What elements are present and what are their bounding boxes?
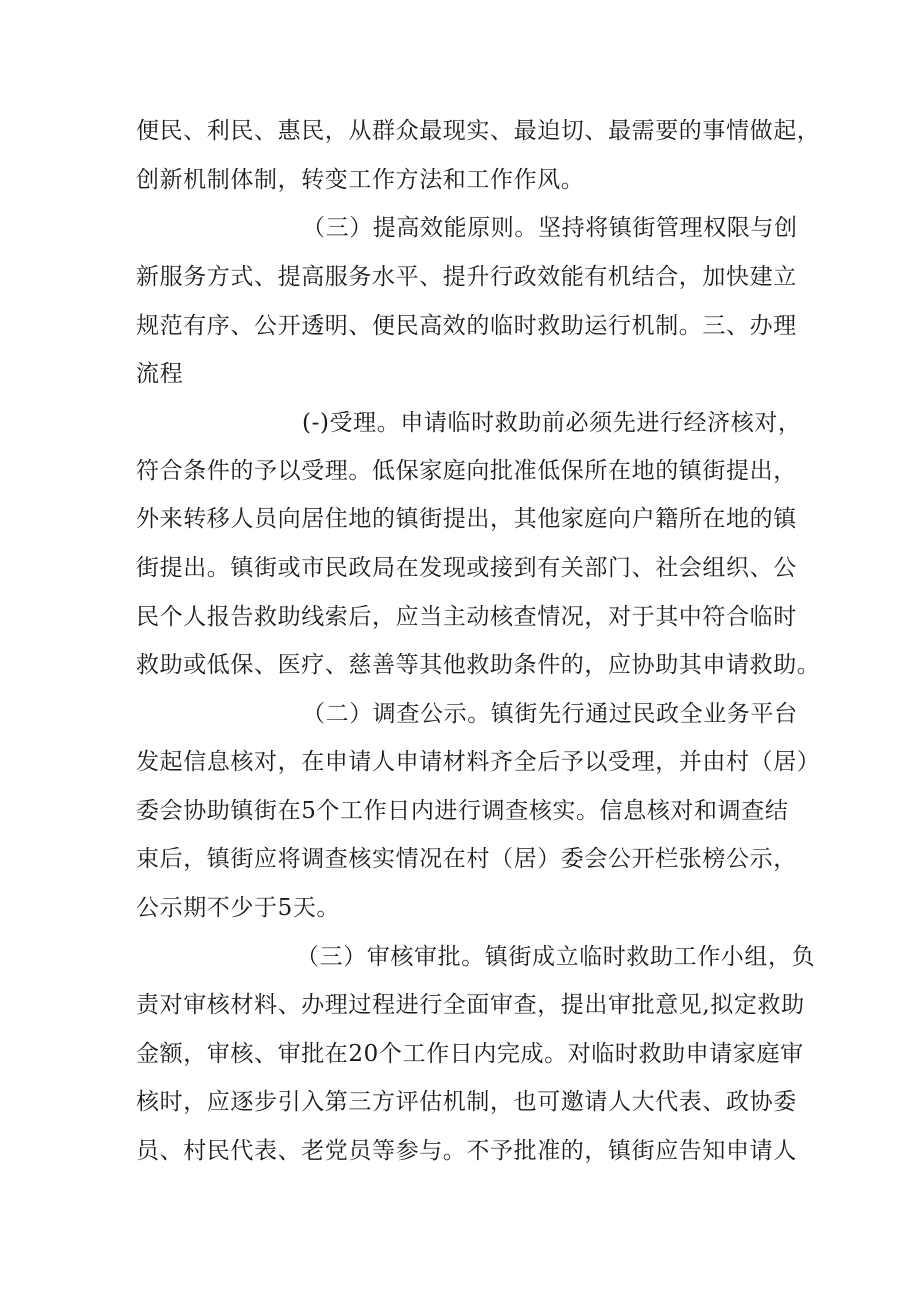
text-line: 符合条件的予以受理。低保家庭向批准低保所在地的镇街提出， — [136, 458, 797, 484]
paragraph-heading-line: （三）审核审批。镇街成立临时救助工作小组，负 — [296, 944, 816, 970]
text-line: 救助或低保、医疗、慈善等其他救助条件的，应协助其申请救助。 — [136, 652, 821, 678]
text-line: 核时，应逐步引入第三方评估机制，也可邀请人大代表、政协委 — [136, 1089, 797, 1115]
text-line: 发起信息核对，在申请人申请材料齐全后予以受理，并由村（居） — [136, 749, 821, 775]
text-line: 新服务方式、提高服务水平、提升行政效能有机结合，加快建立 — [136, 264, 797, 290]
text-line: 员、村民代表、老党员等参与。不予批准的，镇街应告知申请人 — [136, 1138, 797, 1164]
text-line: 民个人报告救助线索后，应当主动核查情况，对于其中符合临时 — [136, 604, 797, 630]
text-line: 创新机制体制，转变工作方法和工作作风。 — [136, 167, 585, 193]
paragraph-heading-line: (-)受理。申请临时救助前必须先进行经济核对， — [302, 410, 802, 436]
text-line: 流程 — [136, 361, 184, 387]
text-line: 束后，镇街应将调查核实情况在村（居）委会公开栏张榜公示， — [136, 846, 797, 872]
text-line: 责对审核材料、办理过程进行全面审查，提出审批意见,拟定救助 — [136, 992, 805, 1018]
text-line: 街提出。镇街或市民政局在发现或接到有关部门、社会组织、公 — [136, 555, 797, 581]
paragraph-heading-line: （二）调查公示。镇街先行通过民政全业务平台 — [302, 701, 798, 727]
paragraph-heading-line: （三）提高效能原则。坚持将镇街管理权限与创 — [302, 215, 798, 241]
text-line: 金额，审核、审批在20个工作日内完成。对临时救助申请家庭审 — [136, 1041, 804, 1067]
text-line: 外来转移人员向居住地的镇街提出，其他家庭向户籍所在地的镇 — [136, 506, 797, 532]
text-line: 公示期不少于5天。 — [136, 895, 341, 921]
text-line: 便民、利民、惠民，从群众最现实、最迫切、最需要的事情做起， — [136, 118, 821, 144]
text-line: 规范有序、公开透明、便民高效的临时救助运行机制。三、办理 — [136, 313, 797, 339]
text-line: 委会协助镇街在5个工作日内进行调查核实。信息核对和调查结 — [136, 798, 789, 824]
